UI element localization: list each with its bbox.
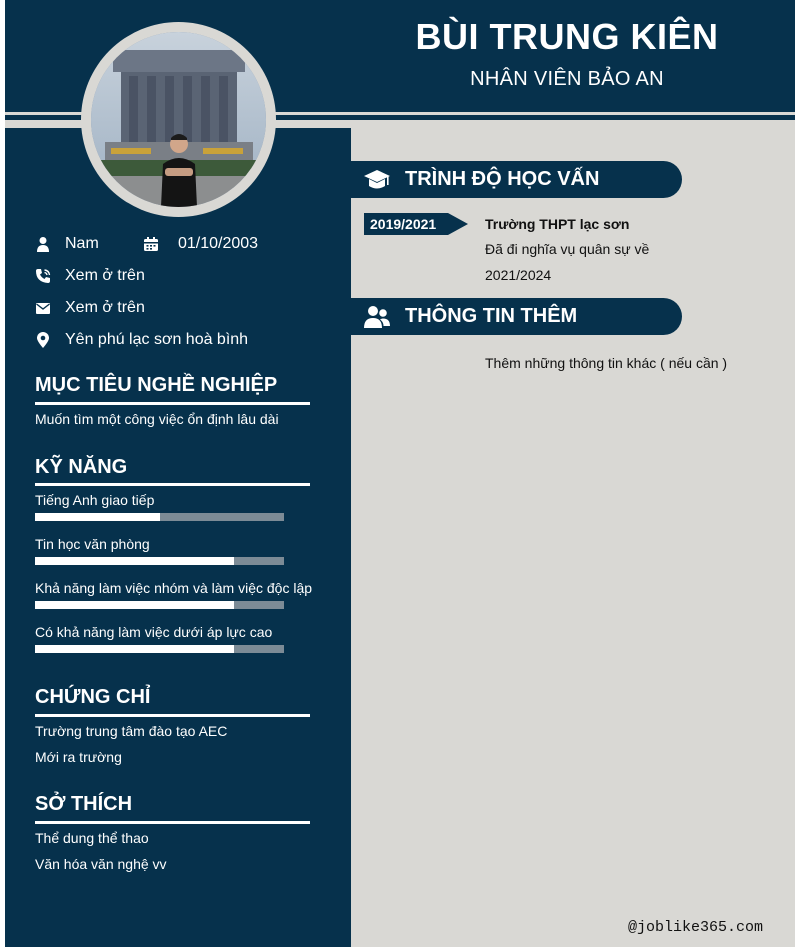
education-detail: 2021/2024 [485, 267, 552, 283]
education-heading: TRÌNH ĐỘ HỌC VẤN [405, 168, 600, 190]
objective-heading: MỤC TIÊU NGHỀ NGHIỆP [35, 374, 278, 396]
additional-text: Thêm những thông tin khác ( nếu cần ) [485, 355, 728, 371]
address-value: Yên phú lạc sơn hoà bình [65, 331, 249, 348]
skill-bar [35, 601, 284, 609]
additional-heading: THÔNG TIN THÊM [405, 305, 578, 327]
candidate-name: BÙI TRUNG KIÊN [415, 16, 719, 57]
envelope-icon [35, 300, 51, 316]
objective-divider [35, 402, 310, 405]
education-year-tag [364, 213, 468, 235]
contact-email [35, 298, 295, 318]
objective-text: Muốn tìm một công việc ổn định lâu dài [35, 411, 279, 427]
cv-page [5, 0, 795, 947]
user-icon [35, 236, 51, 252]
hobby-item: Văn hóa văn nghệ vv [35, 856, 167, 872]
hobbies-heading: SỞ THÍCH [35, 793, 133, 815]
additional-section-header [351, 298, 682, 335]
skill-bar-fill [35, 601, 234, 609]
certificate-item: Mới ra trường [35, 749, 122, 765]
skills-heading: KỸ NĂNG [35, 456, 128, 478]
users-icon [364, 304, 390, 330]
avatar-frame [81, 22, 276, 217]
calendar-icon [143, 236, 159, 252]
hobby-item: Thể dung thể thao [35, 830, 149, 846]
avatar-photo [91, 32, 266, 207]
contact-address [35, 330, 325, 350]
phone-icon [35, 268, 51, 284]
skill-label: Khả năng làm việc nhóm và làm việc độc lập [35, 580, 313, 596]
skill-bar-fill [35, 645, 234, 653]
education-year: 2019/2021 [370, 216, 437, 232]
contact-phone [35, 266, 295, 286]
education-school: Trường THPT lạc sơn [485, 216, 630, 232]
skill-bar [35, 645, 284, 653]
skill-label: Tiếng Anh giao tiếp [35, 492, 155, 508]
education-section-header [351, 161, 682, 198]
skill-label: Có khả năng làm việc dưới áp lực cao [35, 624, 273, 640]
job-title: NHÂN VIÊN BẢO AN [470, 68, 664, 90]
skill-bar-fill [35, 557, 234, 565]
certificates-heading: CHỨNG CHỈ [35, 686, 151, 708]
phone-value: Xem ở trên [65, 267, 145, 284]
gender-value: Nam [65, 235, 99, 252]
certificates-divider [35, 714, 310, 717]
birthdate-value: 01/10/2003 [178, 235, 259, 252]
skills-divider [35, 483, 310, 486]
contact-birthdate [143, 234, 303, 254]
graduation-cap-icon [364, 167, 390, 193]
education-detail: Đã đi nghĩa vụ quân sự về [485, 241, 650, 257]
skill-bar [35, 557, 284, 565]
hobbies-divider [35, 821, 310, 824]
map-pin-icon [35, 332, 51, 348]
skill-bar [35, 513, 284, 521]
certificate-item: Trường trung tâm đào tạo AEC [35, 723, 228, 739]
contact-gender [35, 234, 155, 254]
avatar [91, 32, 266, 207]
email-value: Xem ở trên [65, 299, 145, 316]
watermark: @joblike365.com [628, 919, 764, 936]
skill-bar-fill [35, 513, 160, 521]
skill-label: Tin học văn phòng [35, 536, 150, 552]
